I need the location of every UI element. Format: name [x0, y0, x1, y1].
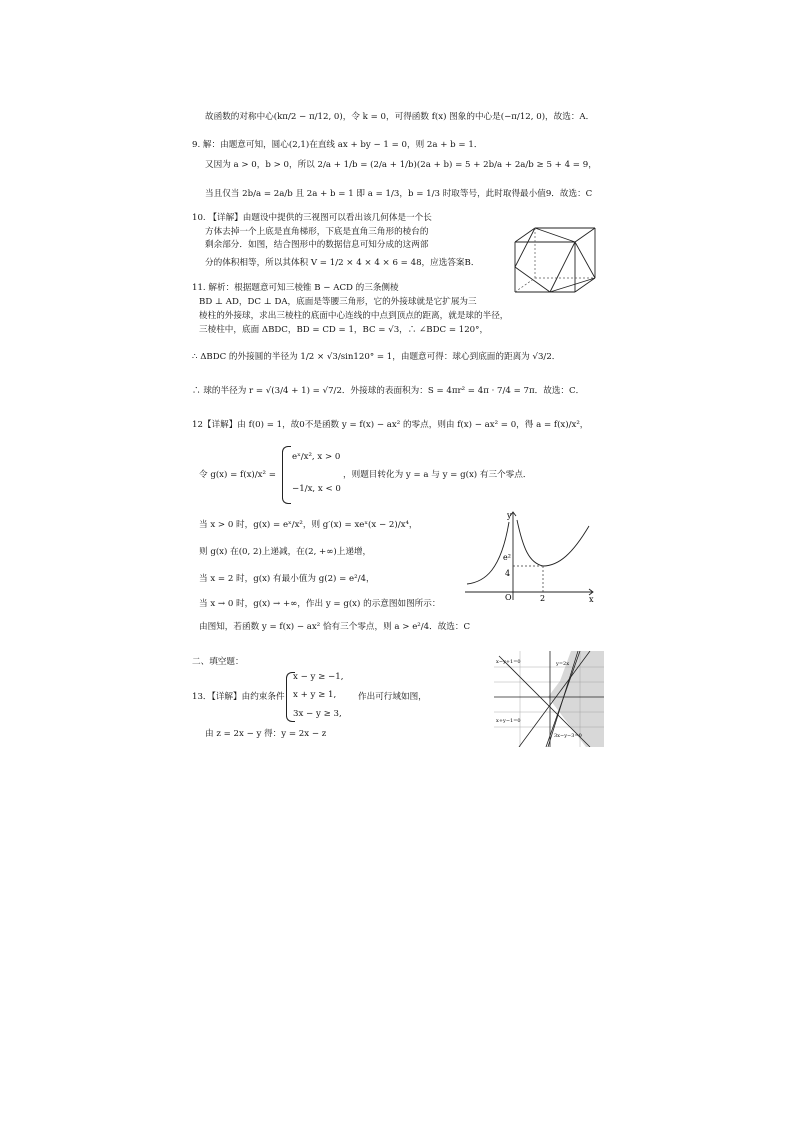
- y-tick-e2: e²: [503, 553, 511, 562]
- q13-line-1b: 作出可行域如图，: [358, 692, 427, 702]
- label-line-d: 3x−y−3=0: [554, 733, 582, 739]
- origin-label: O: [505, 593, 512, 602]
- q11-line-2: BD ⊥ AD，DC ⊥ DA，底面是等腰三角形，它的外接球就是它扩展为三: [199, 297, 477, 307]
- q10-line-2: 方体去掉一个上底是直角梯形，下底是直角三角形的棱台的: [205, 227, 429, 237]
- q12-line-4: 则 g(x) 在(0, 2)上递减，在(2, +∞)上递增，: [199, 547, 372, 557]
- q11-line-6: ∴ 球的半径为 r = √(3/4 + 1) = √7/2．外接球的表面积为：S = 4πr² = 4π · 7/4 = 7π．故选：C．: [192, 386, 585, 396]
- q13-constraint-3: 3x − y ≥ 3,: [293, 709, 342, 719]
- q13-feasible-region-graph: [494, 651, 604, 747]
- q9-line-3: 当且仅当 2b/a = 2a/b 且 2a + b = 1 即 a = 1/3，b = 1/3 时取等号，此时取得最小值9．故选：C: [205, 189, 593, 199]
- q13-constraint-2: x + y ≥ 1,: [293, 690, 337, 700]
- q8-tail: 故函数的对称中心(kπ/2 − π/12, 0)，令 k = 0，可得函数 f(x) 图象的中心是(−π/12, 0)，故选：A．: [205, 112, 595, 122]
- section-2-title: 二、填空题：: [192, 657, 244, 667]
- y-axis-label: y: [507, 511, 512, 520]
- q10-line-1: 10. 【详解】由题设中提供的三视图可以看出该几何体是一个长: [192, 213, 432, 223]
- x-tick-2: 2: [540, 594, 546, 603]
- q11-line-5: ∴ ΔBDC 的外接圆的半径为 1/2 × √3/sin120° = 1，由题意可得：球心到底面的距离为 √3/2．: [192, 352, 561, 362]
- q13-line-1a: 13．【详解】由约束条件: [192, 692, 285, 702]
- q11-line-4: 三棱柱中，底面 ΔBDC，BD = CD = 1，BC = √3，∴ ∠BDC = 120°，: [199, 325, 489, 335]
- label-line-a: x−y+1=0: [496, 659, 521, 665]
- q12-line-3: 当 x > 0 时，g(x) = eˣ/x²，则 g′(x) = xeˣ(x − 2)/x⁴，: [199, 520, 418, 530]
- q10-solid-figure: [505, 222, 605, 298]
- q12-piecewise-brace: [282, 446, 291, 504]
- q9-line-2: 又因为 a > 0，b > 0，所以 2/a + 1/b = (2/a + 1/b)(2a + b) = 5 + 2b/a + 2a/b ≥ 5 + 4 = 9，: [205, 160, 597, 170]
- q12-case-2: −1/x, x < 0: [292, 484, 341, 494]
- q12-case-1: eˣ/x², x > 0: [292, 452, 341, 462]
- label-line-c: x+y−1=0: [496, 718, 521, 724]
- q11-line-1: 11. 解析：根据题意可知三棱锥 B − ACD 的三条侧棱: [192, 283, 399, 293]
- q12-line-6: 当 x → 0 时，g(x) → +∞，作出 y = g(x) 的示意图如图所示：: [199, 599, 441, 609]
- q10-line-3: 剩余部分．如图，结合图形中的数据信息可知分成的这两部: [205, 240, 429, 250]
- q12-line-5: 当 x = 2 时，g(x) 有最小值为 g(2) = e²/4，: [199, 574, 375, 584]
- q10-line-4: 分的体积相等，所以其体积 V = 1/2 × 4 × 4 × 6 = 48，应选答案B．: [205, 258, 480, 268]
- q12-line-7: 由图知，若函数 y = f(x) − ax² 恰有三个零点，则 a > e²/4．故选：C: [199, 622, 471, 632]
- x-axis-label: x: [589, 595, 594, 603]
- curve-right-branch: [517, 520, 589, 566]
- y-tick-4: 4: [505, 569, 511, 578]
- label-line-b: y=2x: [556, 661, 570, 667]
- q13-constraint-1: x − y ≥ −1,: [293, 672, 344, 682]
- q12-line-2a: 令 g(x) = f(x)/x² =: [199, 470, 276, 480]
- q12-graph: [463, 508, 598, 603]
- q11-line-3: 棱柱的外接球，求出三棱柱的底面中心连线的中点到顶点的距离，就是球的半径，: [199, 311, 509, 321]
- q12-line-1: 12【详解】由 f(0) = 1，故0不是函数 y = f(x) − ax² 的零点，则由 f(x) − ax² = 0，得 a = f(x)/x²，: [192, 420, 589, 430]
- q9-line-1: 9. 解：由题意可知，圆心(2,1)在直线 ax + by − 1 = 0，则 2a + b = 1．: [192, 140, 483, 150]
- q12-line-2b: ，则题目转化为 y = a 与 y = g(x) 有三个零点．: [343, 470, 532, 480]
- q13-line-2: 由 z = 2x − y 得：y = 2x − z: [205, 729, 327, 739]
